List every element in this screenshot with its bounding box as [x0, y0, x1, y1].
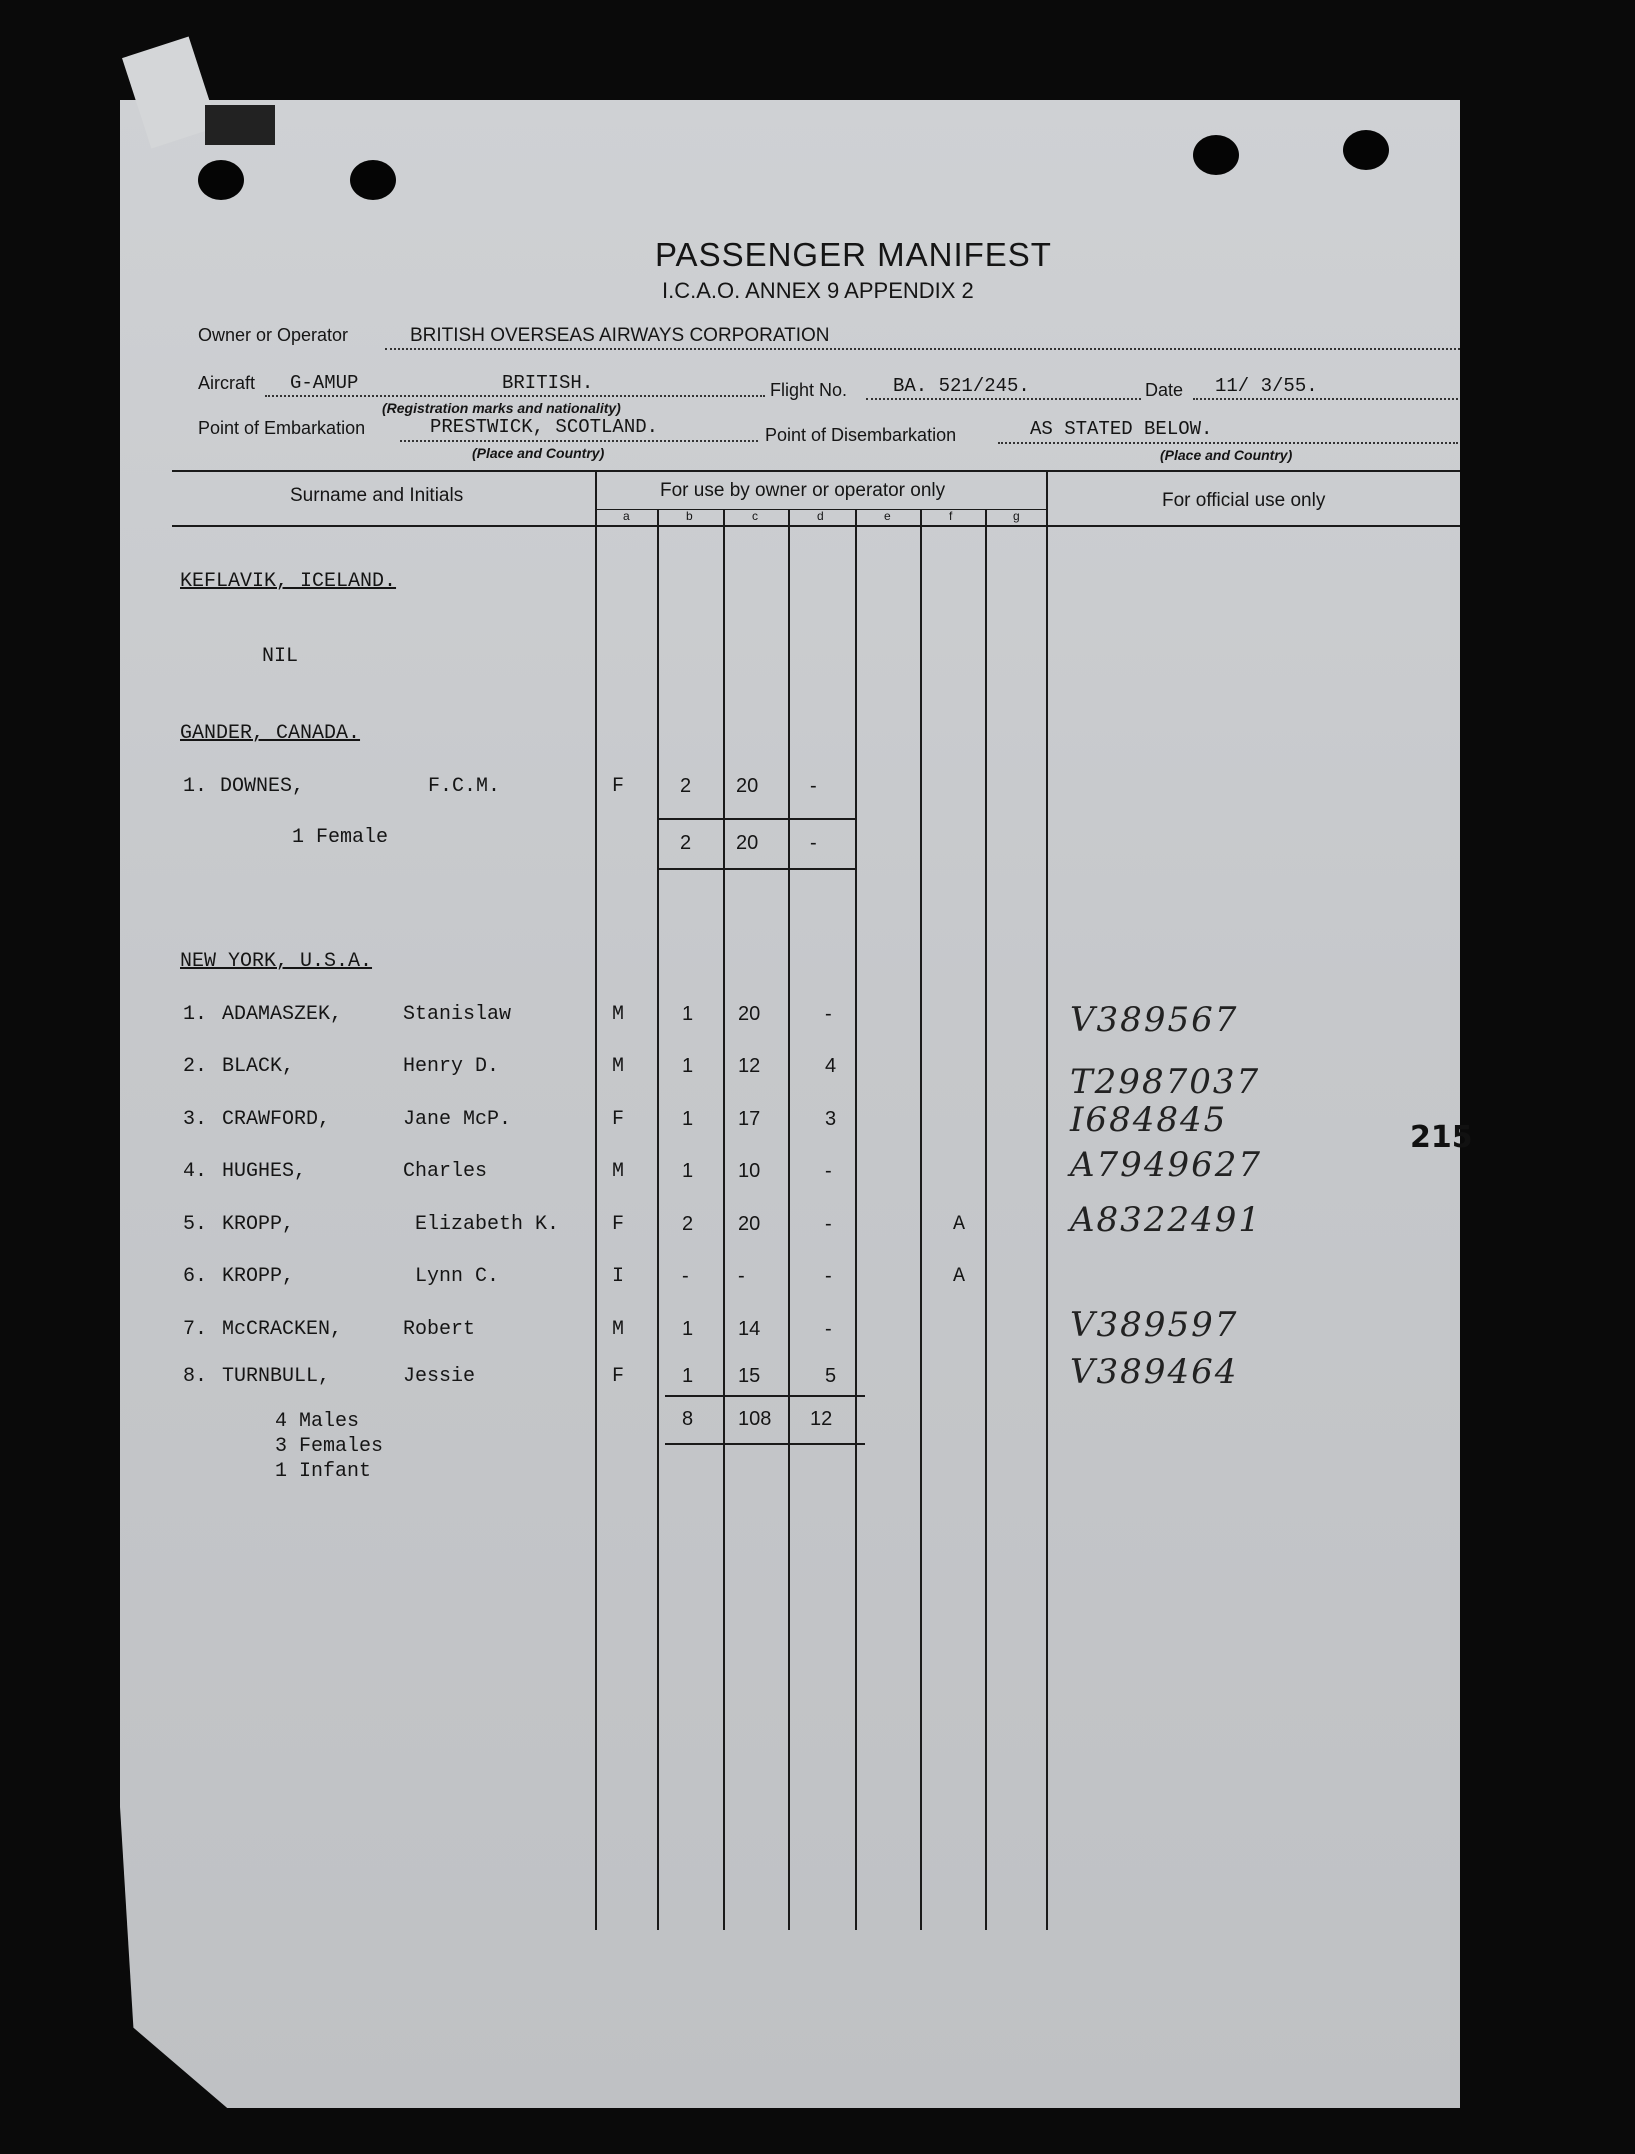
col-d-value: -: [810, 775, 817, 797]
ny-males: 4 Males: [275, 1410, 360, 1433]
embark-note: (Place and Country): [472, 445, 605, 461]
col-b-value: 1: [682, 1055, 694, 1077]
passenger-given-name: Jane McP.: [403, 1108, 512, 1131]
flight-value: BA. 521/245.: [893, 375, 1030, 397]
disembark-line: [998, 442, 1458, 444]
punch-hole-icon: [198, 160, 244, 200]
col-b-value: 1: [682, 1318, 694, 1340]
col-b-value: -: [682, 1265, 689, 1287]
ny-total-d: 12: [810, 1408, 833, 1430]
row-number: 2.: [183, 1055, 208, 1078]
col-b-value: 2: [680, 775, 692, 797]
surname-header: Surname and Initials: [290, 485, 464, 506]
embark-line: [400, 440, 758, 442]
passenger-surname: ADAMASZEK,: [222, 1003, 343, 1026]
passenger-given-name: Stanislaw: [403, 1003, 512, 1026]
passenger-given-name: Jessie: [403, 1365, 476, 1388]
passenger-surname: BLACK,: [222, 1055, 295, 1078]
gander-total-c: 20: [736, 832, 759, 854]
official-passport-number: V389597: [1070, 1305, 1239, 1345]
gander-total-rule-top: [657, 818, 855, 820]
row-number: 8.: [183, 1365, 208, 1388]
section-newyork: NEW YORK, U.S.A.: [180, 950, 373, 973]
col-b-value: 1: [682, 1160, 694, 1182]
col-d-value: -: [825, 1213, 832, 1235]
col-letter-c: c: [752, 509, 758, 523]
col-c-value: 12: [738, 1055, 761, 1077]
col-b-value: 1: [682, 1365, 694, 1387]
owner-label: Owner or Operator: [198, 325, 349, 345]
passenger-given-name: Robert: [403, 1318, 476, 1341]
page-title: PASSENGER MANIFEST: [655, 236, 1052, 273]
keflavik-nil: NIL: [262, 645, 299, 668]
col-c-value: 17: [738, 1108, 761, 1130]
col-d-value: 5: [825, 1365, 837, 1387]
official-passport-number: T2987037: [1070, 1062, 1261, 1102]
col-a-value: F: [612, 1365, 625, 1388]
row-number: 4.: [183, 1160, 208, 1183]
col-d-value: -: [825, 1160, 832, 1182]
ny-total-b: 8: [682, 1408, 694, 1430]
col-divider-e: [855, 509, 857, 1930]
col-a-value: M: [612, 1003, 625, 1026]
punch-hole-icon: [1343, 130, 1389, 170]
passenger-surname: TURNBULL,: [222, 1365, 331, 1388]
passenger-surname: DOWNES,: [220, 775, 305, 798]
passenger-surname: KROPP,: [222, 1265, 295, 1288]
col-c-value: 20: [736, 775, 759, 797]
gander-total-d: -: [810, 832, 817, 854]
aircraft-note: (Registration marks and nationality): [382, 400, 621, 416]
embark-value: PRESTWICK, SCOTLAND.: [430, 416, 659, 438]
passenger-surname: KROPP,: [222, 1213, 295, 1236]
section-gander: GANDER, CANADA.: [180, 722, 361, 745]
embark-label: Point of Embarkation: [198, 418, 366, 438]
flight-label: Flight No.: [770, 380, 848, 400]
col-a-value: F: [612, 775, 625, 798]
passenger-given-name: Elizabeth K.: [415, 1213, 560, 1236]
col-a-value: F: [612, 1213, 625, 1236]
passenger-given-name: Lynn C.: [415, 1265, 500, 1288]
col-b-value: 1: [682, 1108, 694, 1130]
ny-infant: 1 Infant: [275, 1460, 372, 1483]
col-letter-e: e: [884, 509, 891, 523]
punch-hole-icon: [1193, 135, 1239, 175]
col-divider-a: [595, 470, 597, 1930]
col-d-value: -: [825, 1003, 832, 1025]
tab-shadow: [205, 105, 275, 145]
margin-mark: 215: [1410, 1120, 1473, 1155]
punch-hole-icon: [350, 160, 396, 200]
disembark-label: Point of Disembarkation: [765, 425, 957, 445]
row-number: 1.: [183, 775, 208, 798]
passenger-surname: McCRACKEN,: [222, 1318, 343, 1341]
col-d-value: 3: [825, 1108, 837, 1130]
col-a-value: M: [612, 1055, 625, 1078]
section-keflavik: KEFLAVIK, ICELAND.: [180, 570, 397, 593]
official-passport-number: V389464: [1070, 1352, 1239, 1392]
col-divider-b: [657, 509, 659, 1930]
col-f-value: A: [953, 1213, 966, 1236]
gander-total-b: 2: [680, 832, 692, 854]
col-c-value: 20: [738, 1003, 761, 1025]
official-use-header: For official use only: [1162, 490, 1326, 511]
owner-line: [385, 348, 1460, 350]
col-d-value: -: [825, 1265, 832, 1287]
passenger-given-name: Charles: [403, 1160, 488, 1183]
official-passport-number: A7949627: [1070, 1145, 1262, 1185]
flight-line: [866, 398, 1141, 400]
date-line: [1193, 398, 1458, 400]
date-value: 11/ 3/55.: [1215, 375, 1318, 397]
official-passport-number: A8322491: [1070, 1200, 1262, 1240]
col-letter-f: f: [949, 509, 953, 523]
col-d-value: -: [825, 1318, 832, 1340]
col-b-value: 1: [682, 1003, 694, 1025]
aircraft-reg: G-AMUP: [290, 372, 359, 394]
disembark-note: (Place and Country): [1160, 447, 1293, 463]
col-c-value: 14: [738, 1318, 761, 1340]
passenger-surname: HUGHES,: [222, 1160, 307, 1183]
ny-total-rule-top: [665, 1395, 865, 1397]
col-c-value: 20: [738, 1213, 761, 1235]
ny-females: 3 Females: [275, 1435, 384, 1458]
col-divider-g: [985, 509, 987, 1930]
ny-total-c: 108: [738, 1408, 772, 1430]
official-passport-number: V389567: [1070, 1000, 1239, 1040]
col-c-value: 10: [738, 1160, 761, 1182]
page-subtitle: I.C.A.O. ANNEX 9 APPENDIX 2: [662, 278, 974, 303]
official-col-divider: [1046, 470, 1048, 1930]
col-letter-g: g: [1013, 509, 1020, 523]
col-a-value: M: [612, 1160, 625, 1183]
aircraft-label: Aircraft: [198, 373, 256, 393]
table-top-rule: [172, 470, 1460, 472]
col-divider-c: [723, 509, 725, 1930]
col-a-value: I: [612, 1265, 625, 1288]
col-letter-d: d: [817, 509, 824, 523]
ny-total-rule-bottom: [665, 1443, 865, 1445]
row-number: 6.: [183, 1265, 208, 1288]
row-number: 3.: [183, 1108, 208, 1131]
row-number: 5.: [183, 1213, 208, 1236]
passenger-surname: CRAWFORD,: [222, 1108, 331, 1131]
row-number: 1.: [183, 1003, 208, 1026]
official-passport-number: I684845: [1070, 1100, 1228, 1140]
gander-total-label: 1 Female: [292, 826, 389, 849]
col-a-value: M: [612, 1318, 625, 1341]
aircraft-line: [265, 395, 765, 397]
gander-total-rule-bottom: [657, 868, 855, 870]
col-letter-a: a: [623, 509, 630, 523]
passenger-given-name: Henry D.: [403, 1055, 500, 1078]
col-a-value: F: [612, 1108, 625, 1131]
passenger-initials: F.C.M.: [428, 775, 501, 798]
table-header-rule: [172, 525, 1460, 527]
col-divider-f: [920, 509, 922, 1930]
col-d-value: 4: [825, 1055, 837, 1077]
row-number: 7.: [183, 1318, 208, 1341]
disembark-value: AS STATED BELOW.: [1030, 418, 1213, 440]
owner-value: BRITISH OVERSEAS AIRWAYS CORPORATION: [410, 325, 830, 346]
col-c-value: 15: [738, 1365, 761, 1387]
col-letter-b: b: [686, 509, 693, 523]
aircraft-nationality: BRITISH.: [502, 372, 594, 394]
col-f-value: A: [953, 1265, 966, 1288]
col-b-value: 2: [682, 1213, 694, 1235]
col-divider-d: [788, 509, 790, 1930]
col-c-value: -: [738, 1265, 745, 1287]
owner-use-header: For use by owner or operator only: [660, 480, 946, 501]
manifest-page: [120, 100, 1460, 2108]
date-label: Date: [1145, 380, 1184, 400]
